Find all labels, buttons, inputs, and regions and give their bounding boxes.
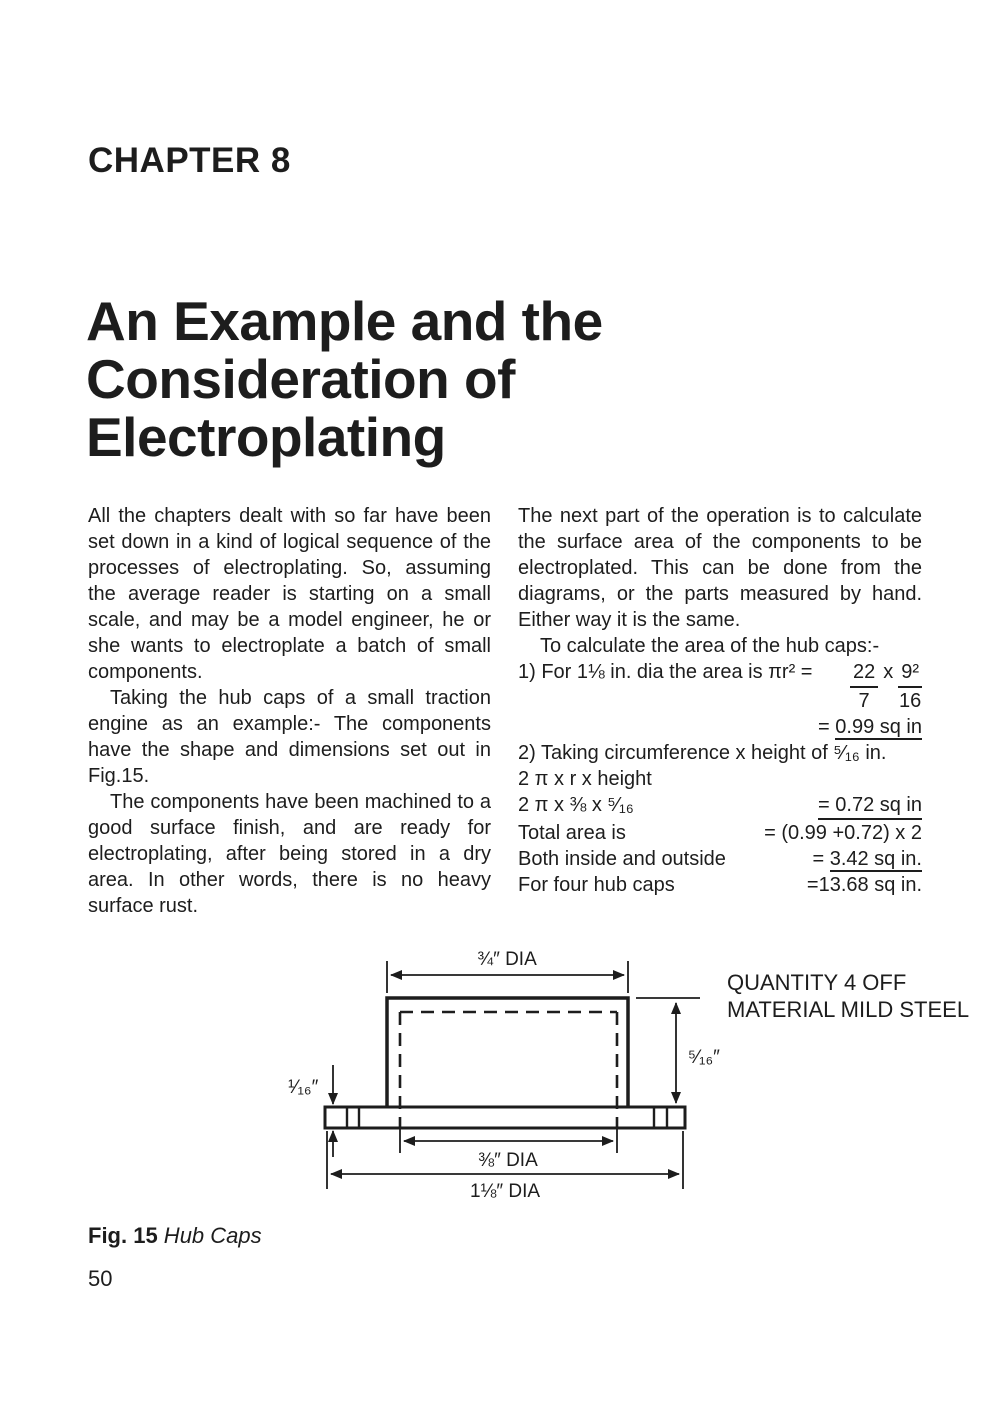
- underlined-value: = 0.72 sq in: [818, 792, 922, 820]
- chapter-heading: CHAPTER 8: [88, 141, 291, 180]
- figure-svg: [280, 925, 980, 1220]
- paragraph: The components have been machined to a good surface finish, and are ready for electroplating, after being stored in a dry area. In other words, there is no heavy surface rust.: [88, 791, 491, 917]
- underlined-value: 0.99 sq in: [835, 716, 922, 738]
- dimension-label-overall-dia: 1⅛″ DIA: [469, 1181, 541, 1202]
- paragraph: All the chapters dealt with so far have been set down in a kind of logical sequence of the processes of electroplating. So, assuming the average reader is starting on a small scale, and may be a model engineer, he or she wants to electroplate a batch of small components.: [88, 505, 491, 683]
- body-column-left: [88, 503, 491, 919]
- formula-prefix: 1) For 1⅛ in. dia the area is πr² =: [518, 661, 813, 683]
- multiply-sign: x: [883, 661, 894, 683]
- page-number: 50: [88, 1266, 113, 1291]
- formula-line-total: Total area is = (0.99 +0.72) x 2: [518, 822, 922, 844]
- figure-caption-title: Hub Caps: [157, 1223, 262, 1248]
- dimension-label-top-dia: ¾″ DIA: [477, 949, 537, 970]
- dimension-label-thickness: ¹⁄₁₆″: [288, 1077, 319, 1098]
- fraction-9sq-16: $\frac{\text{9²}}{16}$: [898, 661, 922, 712]
- figure-caption: [88, 1223, 262, 1249]
- formula-fractions: [850, 659, 922, 714]
- paragraph: The next part of the operation is to calculate the surface area of the components to be electroplated. This can be done from the diagrams, or the parts measured by hand. Either way it is the same.: [518, 505, 922, 631]
- figure-caption-number: Fig. 15: [88, 1223, 158, 1248]
- formula-line-circumference: 2) Taking circumference x height of ⁵⁄₁₆ in.: [518, 742, 887, 764]
- formula-line-both-sides: Both inside and outside = 3.42 sq in.: [518, 848, 922, 870]
- underlined-value: 3.42 sq in.: [829, 848, 922, 870]
- page-title: An Example and the Consideration of Electroplating: [86, 290, 603, 468]
- formula-line-four-caps: For four hub caps =13.68 sq in.: [518, 874, 922, 896]
- figure-note-quantity: QUANTITY 4 OFF: [727, 970, 907, 995]
- dimension-label-height: ⁵⁄₁₆″: [688, 1047, 720, 1068]
- formula-line-area: [518, 659, 922, 714]
- body-column-right: [518, 503, 922, 898]
- fraction-22-7: $\frac{22}{7}$: [850, 659, 878, 714]
- formula-line-2pirh: 2 π x r x height: [518, 768, 652, 790]
- hub-cap-figure: [280, 925, 980, 1220]
- paragraph: Taking the hub caps of a small traction engine as an example:- The components have the shape and dimensions set out in Fig.15.: [88, 687, 491, 787]
- formula-result-area: = 0.99 sq in: [818, 716, 922, 738]
- dimension-label-inner-dia: ⅜″ DIA: [478, 1150, 538, 1171]
- cap-outline: [387, 998, 628, 1107]
- paragraph: To calculate the area of the hub caps:-: [540, 635, 880, 657]
- figure-note-material: MATERIAL MILD STEEL: [727, 997, 970, 1022]
- formula-line-072: 2 π x ⅜ x ⁵⁄₁₆ = 0.72 sq in: [518, 792, 922, 820]
- flange-outline: [325, 1107, 685, 1128]
